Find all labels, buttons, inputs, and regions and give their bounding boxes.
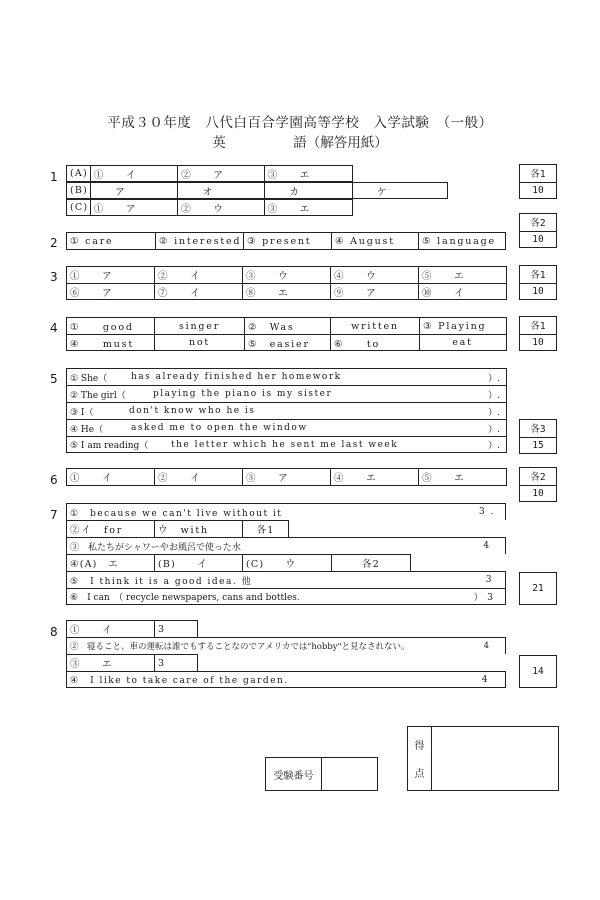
q7-5-text: ⑤ I think it is a good idea. 他: [70, 576, 253, 587]
q7-3-text: ③ 私たちがシャワーやお風呂で使った水: [70, 542, 241, 553]
q1-score-total: 10: [532, 185, 544, 197]
q4-2a: ② Was: [245, 318, 331, 334]
q6-score-total: 10: [532, 488, 544, 500]
q3-4: ④ ウ: [331, 267, 419, 283]
q2-2: ② interested: [156, 233, 244, 249]
q4-1b: singer: [155, 318, 245, 334]
q8-4-text: ④ I like to take care of the garden.: [70, 676, 289, 686]
q7-line-2: [66, 520, 289, 537]
q8-score-box: 14: [519, 655, 557, 688]
q4-score-box: [519, 316, 557, 351]
q8-1-answer: ① イ: [67, 621, 155, 637]
q8-4-points: 4: [481, 674, 489, 685]
q1-b-1: ア: [91, 183, 179, 198]
exam-title: 平成３０年度 八代白百合学園高等学校 入学試験 （一般）: [107, 115, 493, 131]
q7-4-points: 各2: [362, 559, 380, 570]
q5-1-end: ）.: [488, 373, 500, 384]
q1-b-3: カ: [265, 183, 353, 198]
q4-1a: ① good: [67, 318, 155, 334]
q3-score-points: 各1: [520, 266, 556, 284]
q5-5-end: ）.: [488, 441, 500, 451]
q3-row-1: [66, 266, 507, 283]
q2-row: [66, 232, 506, 250]
q7-2-i: ②イ for: [67, 521, 155, 537]
total-score-box: [407, 726, 559, 791]
q8-3-points: 3: [158, 657, 166, 669]
q7-2-u: ウ with: [155, 521, 243, 537]
q5-2-lead: ② The girl（: [70, 390, 126, 401]
q8-2-points: 4: [483, 641, 489, 651]
q1-row-a: [66, 165, 353, 182]
q6-1: ① イ: [67, 469, 155, 485]
q1-c-label: (C): [67, 200, 91, 215]
q5-line-4: [66, 419, 507, 436]
q1-a-2: ② ア: [178, 166, 264, 181]
q4-row-1: [66, 317, 507, 334]
q1-c-2: ② ウ: [178, 200, 264, 215]
q5-score-points: 各3: [520, 420, 556, 438]
q1-b-4: ケ: [355, 186, 388, 198]
q5-3-lead: ③ I（: [70, 407, 94, 418]
q6-2: ② イ: [155, 469, 243, 485]
q7-6-text: ⑥ I can （ recycle newspapers, cans and bottles.: [70, 593, 300, 603]
q2-5: ⑤ language: [422, 235, 496, 247]
q7-2-points: 各1: [256, 525, 275, 536]
q4-3: ③ Playing: [423, 320, 487, 332]
q5-5-answer: the letter which he sent me last week: [171, 439, 399, 450]
q6-3: ③ ア: [243, 469, 331, 485]
q7-3-points: 4: [483, 541, 489, 551]
q5-4-end: ）.: [488, 424, 500, 435]
q1-row-c: [66, 199, 353, 216]
question-6-number: 6: [50, 473, 58, 487]
q7-1-text: ① because we can't live without it: [70, 508, 283, 519]
q7-4-a: ④(A) エ: [67, 555, 155, 571]
q3-5: ⑤ エ: [422, 271, 465, 282]
q1-score-box: [519, 164, 557, 199]
q1-c-1: ① ア: [91, 200, 178, 215]
q8-2-text: ② 寝ること、車の運転は誰でもすることなのでアメリカでは"hobby"と見なされない。: [70, 642, 410, 652]
q5-2-answer: playing the piano is my sister: [153, 389, 333, 399]
answer-sheet-subtitle: 英 語（解答用紙）: [212, 135, 388, 151]
q3-score-total: 10: [532, 286, 544, 298]
q2-score-box: [519, 213, 557, 248]
q4-6a: ⑥ to: [331, 335, 420, 350]
q1-b-2: オ: [178, 183, 265, 198]
exam-number-box: [265, 757, 378, 791]
q7-line-3: [66, 537, 506, 554]
q4-6b: eat: [452, 337, 473, 348]
q3-6: ⑥ ア: [67, 284, 155, 299]
exam-number-label: 受験番号: [266, 758, 322, 790]
q1-score-points: 各1: [520, 165, 556, 183]
q7-5-points: 3: [485, 575, 493, 585]
q8-line-2: [66, 637, 506, 654]
q5-1-answer: has already finished her homework: [131, 372, 342, 382]
q5-5-lead: ⑤ I am reading（: [70, 441, 149, 451]
q5-line-1: [66, 368, 507, 385]
q7-line-1: [66, 503, 506, 520]
q2-4: ④ August: [332, 233, 419, 249]
q4-score-points: 各1: [520, 317, 556, 335]
q4-4a: ④ must: [67, 335, 155, 350]
q5-1-lead: ① She（: [70, 373, 108, 384]
q4-row-2: [66, 334, 507, 351]
question-4-number: 4: [50, 321, 58, 335]
q8-line-3: [66, 654, 198, 671]
q5-line-5: [66, 436, 507, 453]
q7-score-box: 21: [519, 572, 557, 605]
q7-4-b: (B) イ: [155, 555, 243, 571]
total-score-field[interactable]: [432, 727, 558, 790]
exam-number-field[interactable]: [322, 758, 377, 790]
q8-3-answer: ③ エ: [67, 655, 155, 671]
q7-line-5: [66, 571, 506, 588]
q5-score-box: [519, 419, 557, 454]
q3-7: ⑦ イ: [155, 284, 243, 299]
q6-score-points: 各2: [520, 468, 556, 486]
q7-line-4: [66, 554, 411, 571]
q4-4b: not: [155, 335, 245, 350]
total-score-label: [408, 727, 432, 790]
question-2-number: 2: [50, 236, 58, 250]
q2-1: ① care: [67, 233, 156, 249]
q1-b-label: (B): [67, 183, 91, 198]
q1-row-b: [66, 182, 448, 199]
q6-row: [66, 468, 507, 486]
q3-1: ① ア: [67, 267, 155, 283]
q6-4: ④ エ: [331, 469, 419, 485]
q4-score-total: 10: [532, 337, 544, 349]
question-7-number: 7: [50, 508, 58, 522]
q5-2-end: ）.: [488, 390, 500, 401]
q7-4-c: (C) ウ: [243, 555, 332, 571]
q7-6-end: ） 3: [473, 593, 493, 603]
q4-5: ⑤ easier: [245, 335, 331, 350]
q1-a-1: ① イ: [91, 166, 178, 181]
q4-2b: written: [331, 318, 420, 334]
q1-a-3: ③ エ: [267, 169, 311, 181]
q8-1-points: 3: [158, 623, 166, 635]
q5-score-total: 15: [532, 440, 544, 452]
q8-line-1: [66, 620, 198, 637]
q3-2: ② イ: [155, 267, 243, 283]
q5-line-3: [66, 402, 507, 419]
q3-8: ⑧ エ: [243, 284, 331, 299]
q3-10: ⑩ イ: [422, 287, 465, 299]
q2-3: ③ present: [244, 233, 332, 249]
question-3-number: 3: [50, 270, 58, 284]
q7-line-6: [66, 588, 506, 605]
q5-3-end: ）.: [488, 407, 500, 418]
q3-9: ⑨ ア: [331, 284, 419, 299]
q6-score-box: [519, 467, 557, 502]
q5-4-answer: asked me to open the window: [131, 423, 308, 433]
q5-3-answer: don't know who he is: [129, 406, 256, 416]
q5-line-2: [66, 385, 507, 402]
q8-line-4: [66, 671, 506, 688]
question-5-number: 5: [50, 372, 58, 386]
score-label-char-2: 点: [414, 768, 425, 780]
q5-4-lead: ④ He（: [70, 424, 104, 435]
q3-score-box: [519, 265, 557, 300]
question-8-number: 8: [50, 625, 58, 639]
q7-1-points: 3 .: [479, 507, 495, 517]
q1-a-label: (A): [67, 166, 91, 181]
q2-score-points: 各2: [520, 214, 556, 232]
q3-3: ③ ウ: [243, 267, 331, 283]
q6-5: ⑤ エ: [422, 473, 465, 484]
q1-c-3: ③ エ: [267, 203, 311, 215]
q3-row-2: [66, 283, 507, 300]
question-1-number: 1: [50, 170, 58, 184]
q2-score-total: 10: [532, 234, 544, 246]
score-label-char-1: 得: [414, 741, 425, 753]
